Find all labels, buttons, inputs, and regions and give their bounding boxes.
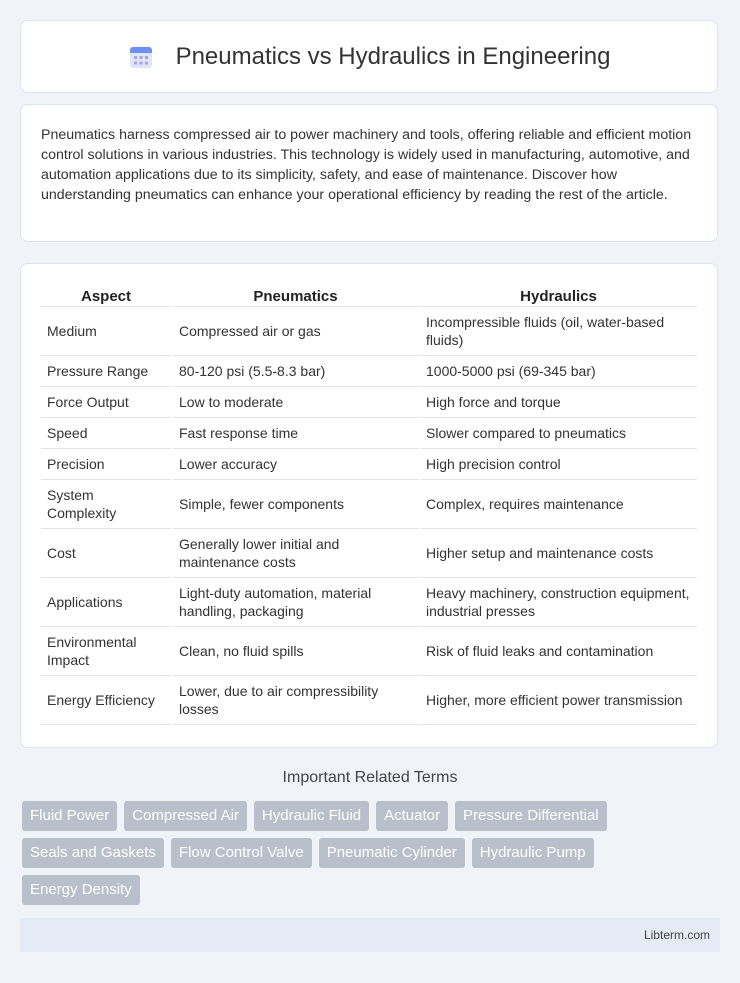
related-term-tag[interactable]: Pneumatic Cylinder	[319, 838, 465, 868]
table-row	[41, 387, 697, 418]
table-row	[41, 529, 697, 578]
footer-site[interactable]: Libterm.com	[643, 928, 710, 942]
table-cell: Pressure Range	[41, 356, 171, 387]
table-cell: System Complexity	[41, 480, 171, 529]
table-cell: Incompressible fluids (oil, water-based fluids)	[420, 307, 697, 356]
related-term-tag[interactable]: Pressure Differential	[455, 801, 607, 831]
table-cell: Slower compared to pneumatics	[420, 418, 697, 449]
table-cell: Higher setup and maintenance costs	[420, 529, 697, 578]
table-cell: Applications	[41, 578, 171, 627]
table-cell: Medium	[41, 307, 171, 356]
related-term-tag[interactable]: Flow Control Valve	[171, 838, 312, 868]
related-term-tag[interactable]: Hydraulic Pump	[472, 838, 594, 868]
table-cell: Risk of fluid leaks and contamination	[420, 627, 697, 676]
related-term-tag[interactable]: Energy Density	[22, 875, 140, 905]
table-cell: Energy Efficiency	[41, 676, 171, 725]
comparison-table-card	[20, 263, 718, 748]
table-header-row	[41, 284, 697, 307]
calendar-icon	[128, 44, 154, 70]
table-cell: High precision control	[420, 449, 697, 480]
intro-text: Pneumatics harness compressed air to power machinery and tools, offering reliable and efficient motion control solutions in various industries. This technology is widely used in manufacturing, automotive, and automation applications due to its simplicity, safety, and ease of maintenance. Discover how understanding pneumatics can enhance your operational efficiency by reading the rest of the article.	[41, 127, 692, 203]
table-cell: 1000-5000 psi (69-345 bar)	[420, 356, 697, 387]
table-row	[41, 356, 697, 387]
related-term-tag[interactable]: Compressed Air	[124, 801, 247, 831]
table-cell: Simple, fewer components	[173, 480, 418, 529]
table-cell: Heavy machinery, construction equipment, industrial presses	[420, 578, 697, 627]
table-cell: Light-duty automation, material handling, packaging	[173, 578, 418, 627]
table-header-cell: Aspect	[41, 284, 171, 307]
table-cell: Generally lower initial and maintenance costs	[173, 529, 418, 578]
table-cell: Low to moderate	[173, 387, 418, 418]
table-row	[41, 480, 697, 529]
table-cell: Cost	[41, 529, 171, 578]
table-cell: Speed	[41, 418, 171, 449]
related-term-tag[interactable]: Seals and Gaskets	[22, 838, 164, 868]
table-row	[41, 449, 697, 480]
table-cell: Clean, no fluid spills	[173, 627, 418, 676]
related-terms-list	[22, 801, 722, 912]
table-cell: Force Output	[41, 387, 171, 418]
table-cell: Lower, due to air compressibility losses	[173, 676, 418, 725]
intro-card	[20, 104, 718, 242]
table-row	[41, 676, 697, 725]
table-body	[41, 307, 697, 725]
table-cell: Higher, more efficient power transmission	[420, 676, 697, 725]
related-terms-title: Important Related Terms	[282, 769, 458, 786]
related-term-tag[interactable]: Actuator	[376, 801, 448, 831]
table-cell: Lower accuracy	[173, 449, 418, 480]
table-cell: Precision	[41, 449, 171, 480]
table-header-cell: Pneumatics	[173, 284, 418, 307]
table-cell: High force and torque	[420, 387, 697, 418]
table-cell: Complex, requires maintenance	[420, 480, 697, 529]
table-row	[41, 578, 697, 627]
header-card	[20, 20, 718, 93]
table-header-cell: Hydraulics	[420, 284, 697, 307]
footer	[20, 918, 720, 952]
comparison-table	[39, 284, 699, 725]
table-cell: Fast response time	[173, 418, 418, 449]
table-cell: 80-120 psi (5.5-8.3 bar)	[173, 356, 418, 387]
table-cell: Compressed air or gas	[173, 307, 418, 356]
table-row	[41, 307, 697, 356]
page-title-text: Pneumatics vs Hydraulics in Engineering	[175, 42, 611, 70]
table-row	[41, 627, 697, 676]
table-row	[41, 418, 697, 449]
related-term-tag[interactable]: Fluid Power	[22, 801, 117, 831]
page-title	[128, 43, 611, 71]
table-cell: Environmental Impact	[41, 627, 171, 676]
related-term-tag[interactable]: Hydraulic Fluid	[254, 801, 369, 831]
